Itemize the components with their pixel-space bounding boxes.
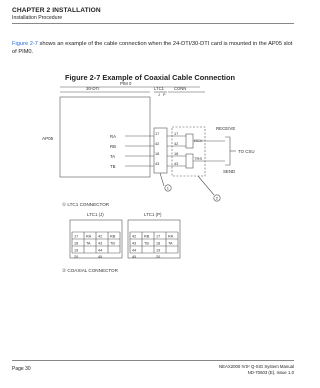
svg-text:TA: TA <box>86 241 91 246</box>
ltc1-p-cells <box>132 235 174 260</box>
svg-text:20: 20 <box>74 255 79 259</box>
ltc1-j-cells <box>74 235 116 260</box>
svg-text:42: 42 <box>132 234 137 239</box>
svg-text:44: 44 <box>98 248 103 253</box>
svg-text:42: 42 <box>98 234 103 239</box>
svg-text:43: 43 <box>132 241 137 246</box>
ltc1-p-title: LTC1 (P) <box>144 212 162 217</box>
callout-2-number: 2 <box>215 195 218 201</box>
svg-text:RA: RA <box>86 234 92 239</box>
pin-j-42: 42 <box>155 141 160 146</box>
svg-text:TA: TA <box>168 241 173 246</box>
signal-ta: TA <box>110 154 116 159</box>
pin-j-17: 17 <box>155 131 160 136</box>
receive-label: RECEIVE <box>216 126 236 131</box>
svg-text:19: 19 <box>156 248 161 253</box>
svg-text:20: 20 <box>156 255 161 259</box>
ltc1-p-label: P <box>163 93 166 97</box>
dti-label: 30-DTI <box>86 86 100 91</box>
figure-title: Figure 2-7 Example of Coaxial Cable Connection <box>64 73 236 82</box>
chapter-heading: CHAPTER 2 INSTALLATION <box>12 7 101 14</box>
svg-text:RB: RB <box>144 234 150 239</box>
pim-label: PIM 0 <box>120 81 132 86</box>
svg-text:TB: TB <box>144 241 149 246</box>
ap05-card <box>60 97 150 177</box>
page-number: Page 30 <box>12 366 31 372</box>
rcv-label: RCV <box>194 138 203 143</box>
svg-text:17: 17 <box>74 234 79 239</box>
figure-link[interactable]: Figure 2-7 <box>12 41 38 47</box>
pin-j-18: 18 <box>155 151 160 156</box>
ap05-label: AP05 <box>42 136 54 141</box>
pin-p-17: 17 <box>174 131 179 136</box>
document-number: ND-70603 (E), Issue 1.0 <box>247 369 294 375</box>
pin-j-43: 43 <box>155 161 160 166</box>
intro-text: shows an example of the cable connection when the 24-DTI/30-DTI card is mounted in the AP05 slot of PIM0. <box>12 41 293 55</box>
svg-text:TB: TB <box>110 241 115 246</box>
ltc1-j-title: LTC1 (J) <box>87 212 104 217</box>
ltc1-label: LTC1 <box>154 86 164 91</box>
manual-title: NEAX2000 IVS² Q-SIG System Manual <box>219 364 294 369</box>
section-subheading: Installation Procedure <box>12 15 63 21</box>
signal-tb: TB <box>110 164 116 169</box>
to-csu-label: TO CSU <box>238 149 255 154</box>
svg-text:45: 45 <box>98 255 103 259</box>
legend-coaxial-connector: ② COAXIAL CONNECTOR <box>62 268 118 273</box>
svg-text:17: 17 <box>156 234 161 239</box>
svg-text:RA: RA <box>168 234 174 239</box>
legend-ltc1-connector: ① LTC1 CONNECTOR <box>62 202 110 207</box>
svg-text:44: 44 <box>132 248 137 253</box>
footer-manual-info <box>219 364 294 375</box>
conn-label: CONN <box>174 86 187 91</box>
signal-rb: RB <box>110 144 116 149</box>
trs-label: TRS <box>194 156 202 161</box>
footer-rule <box>12 360 294 361</box>
pin-p-43: 43 <box>174 161 179 166</box>
svg-text:45: 45 <box>132 255 137 259</box>
send-label: SEND <box>223 169 236 174</box>
svg-text:18: 18 <box>74 241 79 246</box>
signal-ra: RA <box>110 134 116 139</box>
callout-1-number: 1 <box>166 185 169 191</box>
svg-text:19: 19 <box>74 248 79 253</box>
pin-p-18: 18 <box>174 151 179 156</box>
svg-text:RB: RB <box>110 234 116 239</box>
svg-text:43: 43 <box>98 241 103 246</box>
svg-text:18: 18 <box>156 241 161 246</box>
pin-p-42: 42 <box>174 141 179 146</box>
ltc1-j-label: J <box>158 93 160 97</box>
